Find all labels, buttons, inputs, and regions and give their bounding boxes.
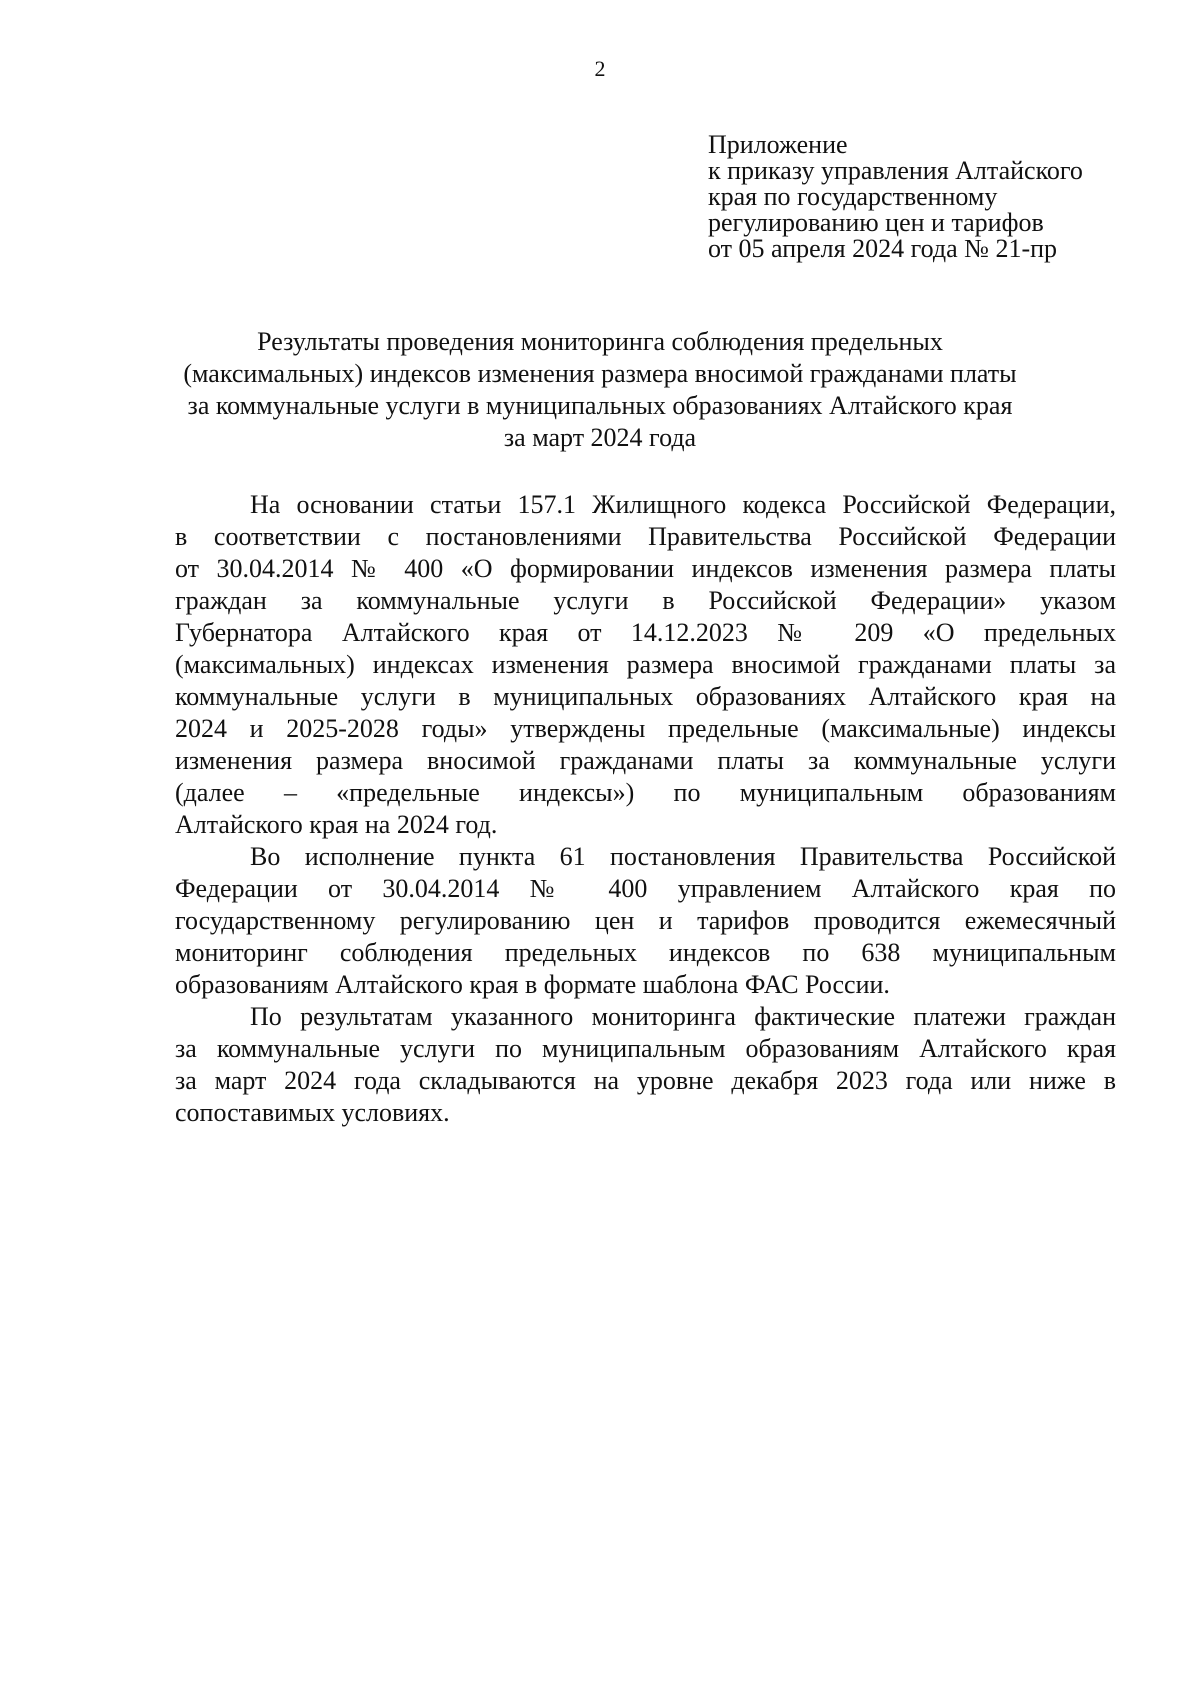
paragraph-line: Губернатора Алтайского края от 14.12.2023 № 209 «О предельных <box>175 618 1116 647</box>
title-line: за март 2024 года <box>503 423 697 452</box>
paragraph-line: изменения размера вносимой гражданами платы за коммунальные услуги <box>175 746 1116 775</box>
paragraph-line: мониторинг соблюдения предельных индексов по 638 муниципальным <box>175 938 1116 967</box>
title-line: Результаты проведения мониторинга соблюдения предельных <box>257 327 943 356</box>
paragraph-line: от 30.04.2014 № 400 «О формировании индексов изменения размера платы <box>175 554 1116 583</box>
paragraph-line: за коммунальные услуги по муниципальным образованиям Алтайского края <box>175 1034 1116 1063</box>
paragraph-line: (далее – «предельные индексы») по муниципальным образованиям <box>175 778 1116 807</box>
paragraph-line: за март 2024 года складываются на уровне декабря 2023 года или ниже в <box>175 1066 1116 1095</box>
appendix-line: края по государственному <box>708 182 998 211</box>
appendix-line: от 05 апреля 2024 года № 21-пр <box>708 234 1058 263</box>
paragraph-3 <box>175 1001 1116 1129</box>
title-line: (максимальных) индексов изменения размера вносимой гражданами платы <box>183 359 1017 388</box>
paragraph-line: образованиям Алтайского края в формате шаблона ФАС России. <box>175 970 890 999</box>
paragraph-line: Во исполнение пункта 61 постановления Правительства Российской <box>250 842 1116 871</box>
paragraph-line: Алтайского края на 2024 год. <box>175 810 498 839</box>
document-title <box>150 326 1050 454</box>
paragraph-line: граждан за коммунальные услуги в Российской Федерации» указом <box>175 586 1116 615</box>
title-line: за коммунальные услуги в муниципальных образованиях Алтайского края <box>187 391 1013 420</box>
paragraph-line: сопоставимых условиях. <box>175 1098 450 1127</box>
appendix-line: к приказу управления Алтайского <box>708 156 1083 185</box>
paragraph-2 <box>175 841 1116 1001</box>
paragraph-line: (максимальных) индексах изменения размера вносимой гражданами платы за <box>175 650 1116 679</box>
page-number: 2 <box>594 56 606 81</box>
paragraph-line: На основании статьи 157.1 Жилищного кодекса Российской Федерации, <box>250 490 1116 519</box>
paragraph-line: 2024 и 2025-2028 годы» утверждены предельные (максимальные) индексы <box>175 714 1116 743</box>
paragraph-line: государственному регулированию цен и тарифов проводится ежемесячный <box>175 906 1116 935</box>
appendix-line: регулированию цен и тарифов <box>708 208 1044 237</box>
paragraph-line: Федерации от 30.04.2014 № 400 управлением Алтайского края по <box>175 874 1116 903</box>
body-text <box>175 489 1116 1129</box>
appendix-block <box>708 132 1148 262</box>
paragraph-line: коммунальные услуги в муниципальных образованиях Алтайского края на <box>175 682 1116 711</box>
appendix-line: Приложение <box>708 130 848 159</box>
paragraph-1 <box>175 489 1116 841</box>
paragraph-line: По результатам указанного мониторинга фактические платежи граждан <box>250 1002 1116 1031</box>
paragraph-line: в соответствии с постановлениями Правительства Российской Федерации <box>175 522 1116 551</box>
